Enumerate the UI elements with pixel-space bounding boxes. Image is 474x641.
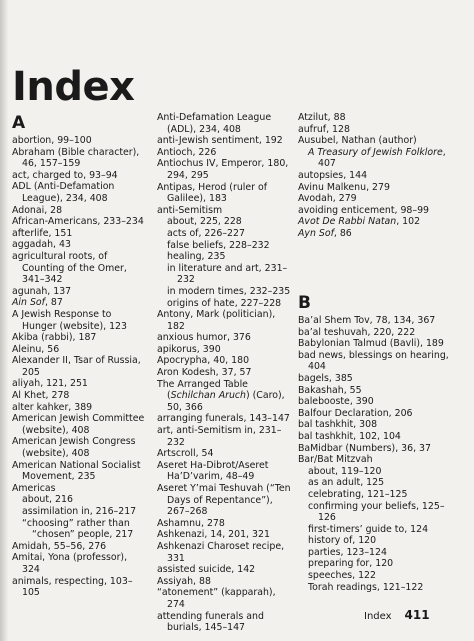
index-entry: bad news, blessings on hearing, 404 bbox=[298, 349, 449, 373]
index-entry: Ashkenazi, 14, 201, 321 bbox=[157, 529, 270, 541]
index-entry: “atonement” (kapparah), 274 bbox=[157, 587, 276, 610]
index-entry: anti-Jewish sentiment, 192 bbox=[157, 135, 283, 147]
index-entry: Ayn Sof, 86 bbox=[298, 227, 352, 239]
index-entry: Adonai, 28 bbox=[12, 204, 63, 216]
index-entry: Aseret Ha-Dibrot/Aseret Ha’D’varim, 48–49 bbox=[157, 459, 269, 483]
index-entry: alter kahker, 389 bbox=[12, 401, 93, 413]
section-letter-b: B bbox=[298, 293, 311, 313]
index-subentry: origins of hate, 227–228 bbox=[167, 297, 282, 309]
index-entry: Aron Kodesh, 37, 57 bbox=[157, 367, 252, 379]
index-entry: apikorus, 390 bbox=[157, 343, 221, 355]
index-entry: Akiba (rabbi), 187 bbox=[12, 332, 97, 344]
index-subentry: preparing for, 120 bbox=[308, 558, 394, 570]
index-entry: afterlife, 151 bbox=[12, 227, 73, 239]
index-entry: bal tashkhit, 308 bbox=[298, 419, 378, 431]
index-entry: abortion, 99–100 bbox=[12, 135, 92, 146]
index-subentry: about, 216 bbox=[22, 494, 73, 506]
index-entry: aggadah, 43 bbox=[12, 239, 71, 251]
index-entry: Amitai, Yona (professor), 324 bbox=[12, 552, 128, 575]
index-entry: aliyah, 121, 251 bbox=[12, 378, 88, 390]
index-entry: The Arranged Table (Schilchan Aruch) (Caro), 50, 366 bbox=[157, 378, 285, 413]
index-entry: agricultural roots, of Counting of the Omer, 341–342 bbox=[12, 250, 127, 286]
index-entry-list bbox=[298, 112, 458, 240]
index-entry: Ba’al Shem Tov, 78, 134, 367 bbox=[298, 315, 436, 326]
index-column-1 bbox=[12, 114, 146, 599]
index-entry: ba’al teshuvah, 220, 222 bbox=[298, 326, 416, 338]
index-entry: bagels, 385 bbox=[298, 372, 353, 384]
section-letter-a: A bbox=[12, 113, 26, 133]
index-subentry: “choosing” rather than “chosen” people, 217 bbox=[22, 517, 134, 541]
index-subentry: first-timers’ guide to, 124 bbox=[308, 523, 429, 535]
index-entry: Americas bbox=[12, 482, 56, 494]
page-binding-edge bbox=[0, 0, 8, 641]
index-entry: Avot De Rabbi Natan, 102 bbox=[298, 216, 421, 228]
page-number: 411 bbox=[404, 608, 430, 622]
index-entry: bal tashkhit, 102, 104 bbox=[298, 430, 401, 442]
index-subentry: Torah readings, 121–122 bbox=[308, 581, 424, 593]
index-entry: assisted suicide, 142 bbox=[157, 564, 256, 576]
index-column-3 bbox=[298, 112, 458, 240]
index-entry: Avodah, 279 bbox=[298, 193, 357, 205]
index-entry: avoiding enticement, 98–99 bbox=[298, 204, 429, 216]
index-subentry: celebrating, 121–125 bbox=[308, 488, 408, 500]
index-entry: Aleinu, 56 bbox=[12, 343, 60, 355]
index-entry: American Jewish Congress (website), 408 bbox=[12, 436, 136, 460]
index-column-2 bbox=[157, 112, 295, 634]
footer-label: Index bbox=[364, 611, 392, 622]
index-entry: Antiochus IV, Emperor, 180, 294, 295 bbox=[157, 158, 289, 181]
index-entry: ADL (Anti-Defamation League), 234, 408 bbox=[12, 181, 115, 204]
index-entry: arranging funerals, 143–147 bbox=[157, 413, 290, 425]
index-entry: autopsies, 144 bbox=[298, 169, 368, 181]
index-entry: Alexander II, Tsar of Russia, 205 bbox=[12, 355, 141, 378]
index-subentry: history of, 120 bbox=[308, 535, 377, 547]
index-entry: African-Americans, 233–234 bbox=[12, 216, 144, 228]
index-entry: animals, respecting, 103–105 bbox=[12, 575, 133, 599]
index-subentry: healing, 235 bbox=[167, 251, 226, 263]
index-entry: attending funerals and burials, 145–147 bbox=[157, 610, 264, 634]
index-entry: Abraham (Bible character), 46, 157–159 bbox=[12, 146, 140, 170]
index-entry: anti-Semitism bbox=[157, 204, 223, 216]
index-entry: A Jewish Response to Hunger (website), 123 bbox=[12, 308, 127, 332]
index-entry: Avinu Malkenu, 279 bbox=[298, 181, 390, 193]
index-subentry: false beliefs, 228–232 bbox=[167, 239, 270, 251]
index-subentry: as an adult, 125 bbox=[308, 477, 385, 489]
index-entry: Artscroll, 54 bbox=[157, 448, 214, 460]
index-entry: art, anti-Semitism in, 231–232 bbox=[157, 425, 282, 448]
index-subentry: acts of, 226–227 bbox=[167, 227, 245, 239]
index-entry-list bbox=[12, 135, 146, 599]
index-entry: Antony, Mark (politician), 182 bbox=[157, 309, 276, 332]
index-entry: Assiyah, 88 bbox=[157, 575, 211, 587]
index-entry: agunah, 137 bbox=[12, 285, 72, 297]
index-entry: Anti-Defamation League (ADL), 234, 408 bbox=[157, 112, 272, 135]
index-subentry: assimilation in, 216–217 bbox=[22, 506, 137, 517]
index-entry: Atzilut, 88 bbox=[298, 112, 346, 123]
index-entry: BaMidbar (Numbers), 36, 37 bbox=[298, 442, 431, 454]
index-entry: aufruf, 128 bbox=[298, 123, 350, 135]
index-subentry: speeches, 122 bbox=[308, 570, 376, 582]
index-subentry: in literature and art, 231–232 bbox=[167, 262, 288, 286]
index-subentry: A Treasury of Jewish Folklore, 407 bbox=[308, 146, 446, 170]
index-entry: Ashkenazi Charoset recipe, 331 bbox=[157, 540, 285, 564]
index-entry: Antipas, Herod (ruler of Galilee), 183 bbox=[157, 181, 268, 205]
index-entry: Balfour Declaration, 206 bbox=[298, 407, 413, 419]
index-entry: balebooste, 390 bbox=[298, 396, 374, 408]
index-entry: Antioch, 226 bbox=[157, 146, 217, 158]
index-column-3-section-b bbox=[298, 294, 458, 593]
index-entry: Amidah, 55–56, 276 bbox=[12, 540, 107, 552]
index-entry: anxious humor, 376 bbox=[157, 332, 251, 344]
index-entry: Ashamnu, 278 bbox=[157, 517, 225, 529]
index-entry: act, charged to, 93–94 bbox=[12, 169, 118, 181]
index-subentry: about, 225, 228 bbox=[167, 216, 242, 228]
index-entry: Babylonian Talmud (Bavli), 189 bbox=[298, 338, 444, 350]
index-entry: Ausubel, Nathan (author) bbox=[298, 135, 417, 147]
index-subentry: parties, 123–124 bbox=[308, 546, 387, 558]
index-entry-list bbox=[298, 315, 458, 593]
index-entry: American National Socialist Movement, 235 bbox=[12, 459, 141, 483]
page-title: Index bbox=[12, 63, 135, 110]
index-subentry: in modern times, 232–235 bbox=[167, 285, 291, 297]
index-entry: American Jewish Committee (website), 408 bbox=[12, 413, 145, 436]
index-entry: Apocrypha, 40, 180 bbox=[157, 355, 250, 367]
index-subentry: about, 119–120 bbox=[308, 465, 382, 477]
index-entry-list bbox=[157, 112, 295, 634]
index-subentry: confirming your beliefs, 125–126 bbox=[308, 500, 445, 524]
index-entry: Al Khet, 278 bbox=[12, 390, 70, 402]
index-entry: Aseret Y’mai Teshuvah (“Ten Days of Repentance”), 267–268 bbox=[157, 483, 291, 518]
page-footer bbox=[364, 608, 430, 622]
index-entry: Bar/Bat Mitzvah bbox=[298, 454, 373, 466]
index-entry: Ain Sof, 87 bbox=[12, 297, 63, 309]
index-entry: Bakashah, 55 bbox=[298, 384, 362, 396]
